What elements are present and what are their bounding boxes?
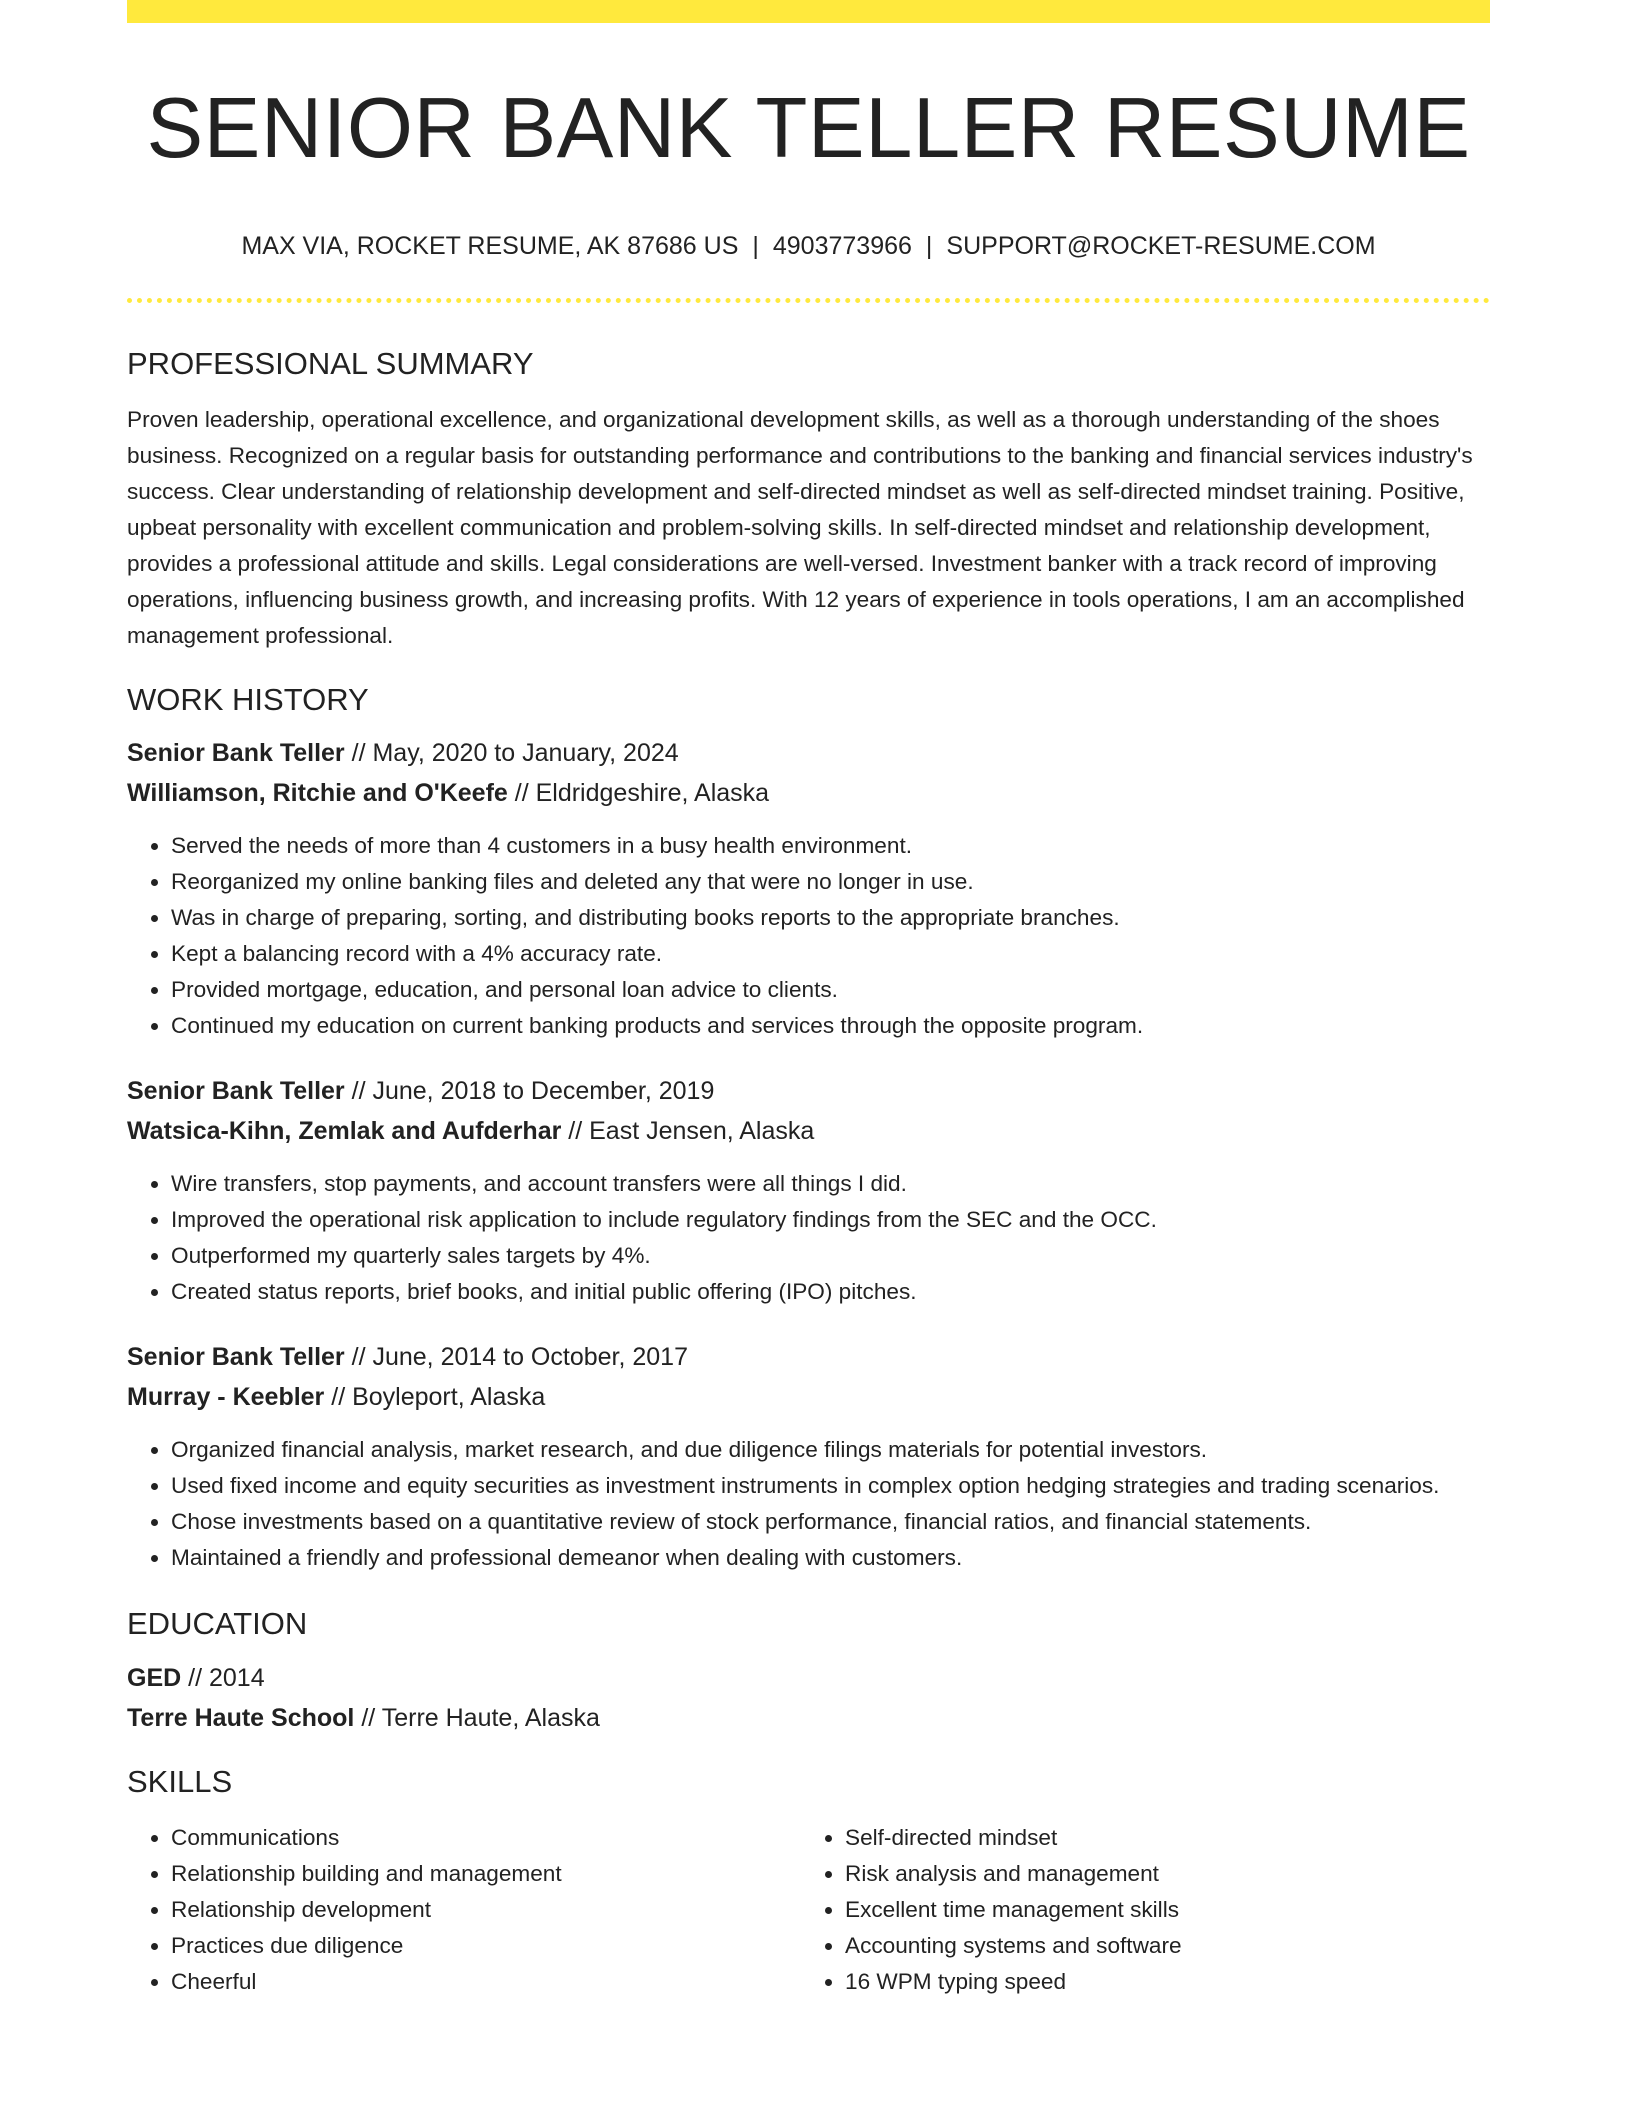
- job-bullets: [127, 1432, 1490, 1576]
- job-bullets: [127, 828, 1490, 1044]
- summary-heading: PROFESSIONAL SUMMARY: [127, 346, 534, 381]
- job-location: // Eldridgeshire, Alaska: [514, 779, 770, 808]
- skills-list-left: [127, 1820, 801, 2000]
- work-history-heading: WORK HISTORY: [127, 682, 369, 718]
- skill-item: • Excellent time management skills: [845, 1892, 1475, 1928]
- skill-item: • Relationship development: [171, 1892, 801, 1928]
- job-dates: // June, 2018 to December, 2019: [351, 1077, 715, 1106]
- job-title: Senior Bank Teller: [127, 1343, 345, 1372]
- job-company: Watsica-Kihn, Zemlak and Aufderhar: [127, 1117, 562, 1146]
- job-title-line: [127, 738, 1490, 768]
- dotted-divider: [127, 298, 1490, 303]
- resume-title: SENIOR BANK TELLER RESUME: [146, 81, 1471, 176]
- job-bullet: • Maintained a friendly and professional demeanor when dealing with customers.: [171, 1540, 1490, 1576]
- skill-item: • Cheerful: [171, 1964, 801, 2000]
- job-bullet: • Was in charge of preparing, sorting, and distributing books reports to the appropriate branches.: [171, 900, 1490, 936]
- education-school-line: [127, 1703, 1490, 1733]
- job-bullet: • Served the needs of more than 4 customers in a busy health environment.: [171, 828, 1490, 864]
- job-bullet: • Chose investments based on a quantitative review of stock performance, financial ratios, and financial statements.: [171, 1504, 1490, 1540]
- job-bullet: • Organized financial analysis, market research, and due diligence filings materials for potential investors.: [171, 1432, 1490, 1468]
- job-bullet: • Kept a balancing record with a 4% accuracy rate.: [171, 936, 1490, 972]
- job-bullet: • Provided mortgage, education, and personal loan advice to clients.: [171, 972, 1490, 1008]
- summary-text: Proven leadership, operational excellence, and organizational development skills, as well as a thorough understanding of the shoes business. Recognized on a regular basis for outstanding performance and contributions to the banking and financial services industry's success. Clear understanding of relationship development and self-directed mindset as well as self-directed mindset training. Positive, upbeat personality with excellent communication and problem-solving skills. In self-directed mindset and relationship development, provides a professional attitude and skills. Legal considerations are well-versed. Investment banker with a track record of improving operations, influencing business growth, and increasing profits. With 12 years of experience in tools operations, I am an accomplished management professional.: [127, 407, 1473, 649]
- job-bullet: • Used fixed income and equity securities as investment instruments in complex option hedging strategies and trading scenarios.: [171, 1468, 1490, 1504]
- contact-line: [127, 231, 1490, 261]
- job-company: Williamson, Ritchie and O'Keefe: [127, 779, 508, 808]
- job-company: Murray - Keebler: [127, 1383, 325, 1412]
- skill-item: • Relationship building and management: [171, 1856, 801, 1892]
- skill-item: • 16 WPM typing speed: [845, 1964, 1475, 2000]
- resume-page: [127, 0, 1490, 2000]
- job-bullet: • Created status reports, brief books, and initial public offering (IPO) pitches.: [171, 1274, 1490, 1310]
- skill-item: • Accounting systems and software: [845, 1928, 1475, 1964]
- education-degree-line: [127, 1663, 1490, 1693]
- contact-separator: |: [925, 232, 933, 260]
- job-title: Senior Bank Teller: [127, 739, 345, 768]
- contact-phone: 4903773966: [772, 232, 912, 260]
- job-entry: [127, 1342, 1490, 1576]
- job-bullet: • Wire transfers, stop payments, and account transfers were all things I did.: [171, 1166, 1490, 1202]
- contact-address: MAX VIA, ROCKET RESUME, AK 87686 US: [241, 232, 739, 260]
- education-school: Terre Haute School: [127, 1703, 355, 1732]
- job-bullet: • Improved the operational risk application to include regulatory findings from the SEC and the OCC.: [171, 1202, 1490, 1238]
- job-bullet: • Outperformed my quarterly sales targets by 4%.: [171, 1238, 1490, 1274]
- job-dates: // May, 2020 to January, 2024: [351, 739, 679, 768]
- education-year: // 2014: [188, 1663, 265, 1692]
- job-bullet: • Continued my education on current banking products and services through the opposite program.: [171, 1008, 1490, 1044]
- job-company-line: [127, 1382, 1490, 1412]
- job-title-line: [127, 1342, 1490, 1372]
- job-entry: [127, 738, 1490, 1044]
- skill-item: • Communications: [171, 1820, 801, 1856]
- contact-separator: |: [752, 232, 759, 260]
- job-bullet: • Reorganized my online banking files and deleted any that were no longer in use.: [171, 864, 1490, 900]
- skill-item: • Practices due diligence: [171, 1928, 801, 1964]
- education-heading: EDUCATION: [127, 1606, 308, 1642]
- education-degree: GED: [127, 1663, 182, 1692]
- job-bullets: [127, 1166, 1490, 1310]
- skill-item: • Self-directed mindset: [845, 1820, 1475, 1856]
- education-location: // Terre Haute, Alaska: [361, 1703, 600, 1732]
- skills-list-right: [801, 1820, 1475, 2000]
- skills-columns: [127, 1820, 1490, 2000]
- job-company-line: [127, 1116, 1490, 1146]
- skills-heading: SKILLS: [127, 1763, 233, 1799]
- job-title: Senior Bank Teller: [127, 1077, 345, 1106]
- job-company-line: [127, 778, 1490, 808]
- job-location: // Boyleport, Alaska: [331, 1383, 546, 1412]
- job-entry: [127, 1076, 1490, 1310]
- job-location: // East Jensen, Alaska: [568, 1117, 815, 1146]
- skill-item: • Risk analysis and management: [845, 1856, 1475, 1892]
- top-accent-bar: [127, 0, 1490, 23]
- job-dates: // June, 2014 to October, 2017: [351, 1343, 688, 1372]
- contact-email: SUPPORT@ROCKET-RESUME.COM: [946, 232, 1376, 260]
- job-title-line: [127, 1076, 1490, 1106]
